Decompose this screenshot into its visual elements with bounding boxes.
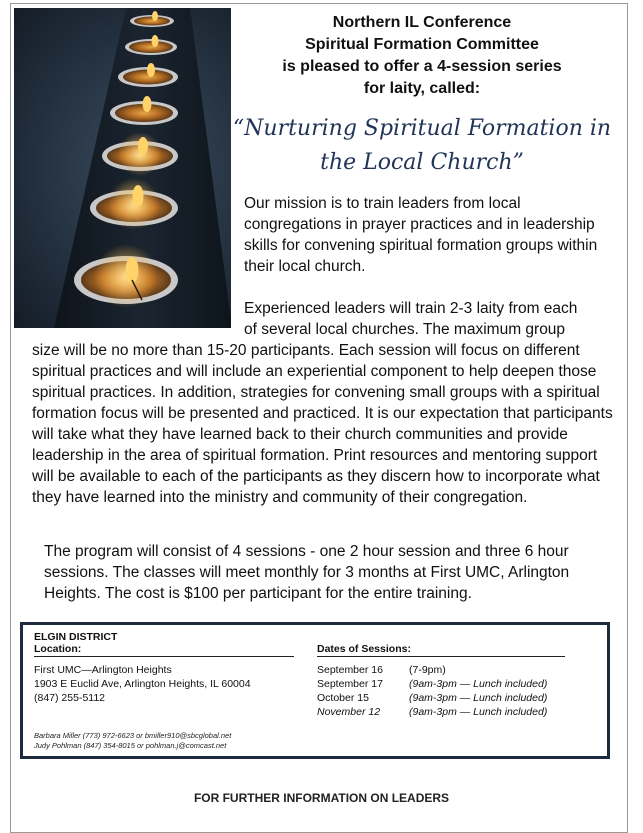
- district-heading: ELGIN DISTRICT: [34, 631, 118, 643]
- footer-heading: FOR FURTHER INFORMATION ON LEADERS: [193, 791, 450, 805]
- location-address: 1903 E Euclid Ave, Arlington Heights, IL 60004: [34, 678, 251, 690]
- session-date: September 17: [317, 678, 383, 690]
- event-header: [232, 12, 612, 100]
- header-line-4: for laity, called:: [363, 80, 481, 97]
- contact-line-2: Judy Pohlman (847) 354-8015 or pohlman.j@comcast.net: [34, 741, 227, 750]
- session-row: [317, 705, 569, 719]
- location-phone: (847) 255-5112: [34, 692, 106, 704]
- session-time: (9am-3pm — Lunch included): [409, 678, 548, 690]
- experience-paragraph-rest: size will be no more than 15-20 participants. Each session will focus on different spiritual practices and will include an experiential component to help deepen those spiritual practices. In addition, strategies for convening small groups with a spiritual formation focus will be presented and practiced. It is our expectation that participants will take what they have learned back to their church communities and provide leadership in the area of spiritual formation. Print resources and mentoring support will be available to each of the participants as they discern how to incorporate what they have learned into the ministry and community of their congregation.: [32, 342, 613, 506]
- header-line-3: is pleased to offer a 4-session series: [282, 58, 562, 75]
- session-date: November 12: [317, 706, 381, 718]
- contact-list: [34, 731, 231, 751]
- candle-photo: [14, 8, 231, 328]
- experience-line-1: Experienced leaders will train 2-3 laity from each: [244, 300, 578, 317]
- session-date: September 16: [317, 664, 383, 676]
- session-row: [317, 677, 569, 691]
- location-details: [34, 663, 251, 705]
- series-title-line-1: “Nurturing Spiritual Formation in: [232, 116, 612, 141]
- session-row: [317, 691, 569, 705]
- experience-paragraph-top: [244, 298, 614, 340]
- experience-line-2: of several local churches. The maximum group: [244, 321, 566, 338]
- session-time: (7-9pm): [409, 664, 446, 676]
- session-row: [317, 663, 569, 677]
- header-line-1: Northern IL Conference: [332, 14, 512, 31]
- session-time: (9am-3pm — Lunch included): [409, 706, 548, 718]
- session-time: (9am-3pm — Lunch included): [409, 692, 548, 704]
- series-title: [232, 112, 612, 180]
- location-church: First UMC—Arlington Heights: [34, 664, 172, 676]
- mission-paragraph: Our mission is to train leaders from local congregations in prayer practices and in leadership skills for convening spiritual formation groups within their local church.: [244, 195, 598, 275]
- session-dates-list: [317, 663, 569, 719]
- program-paragraph: The program will consist of 4 sessions - one 2 hour session and three 6 hour sessions. The classes will meet monthly for 3 months at First UMC, Arlington Heights. The cost is $100 per participant for the entire training.: [44, 543, 570, 602]
- contact-line-1: Barbara Miller (773) 972-6623 or bmiller910@sbcglobal.net: [34, 731, 232, 740]
- tea-lights-image: [14, 8, 231, 328]
- session-date: October 15: [317, 692, 369, 704]
- dates-label: Dates of Sessions:: [317, 642, 565, 657]
- series-title-line-2: the Local Church”: [320, 150, 524, 175]
- location-label: Location:: [34, 642, 294, 657]
- header-line-2: Spiritual Formation Committee: [305, 36, 539, 53]
- session-info-box: [20, 622, 610, 759]
